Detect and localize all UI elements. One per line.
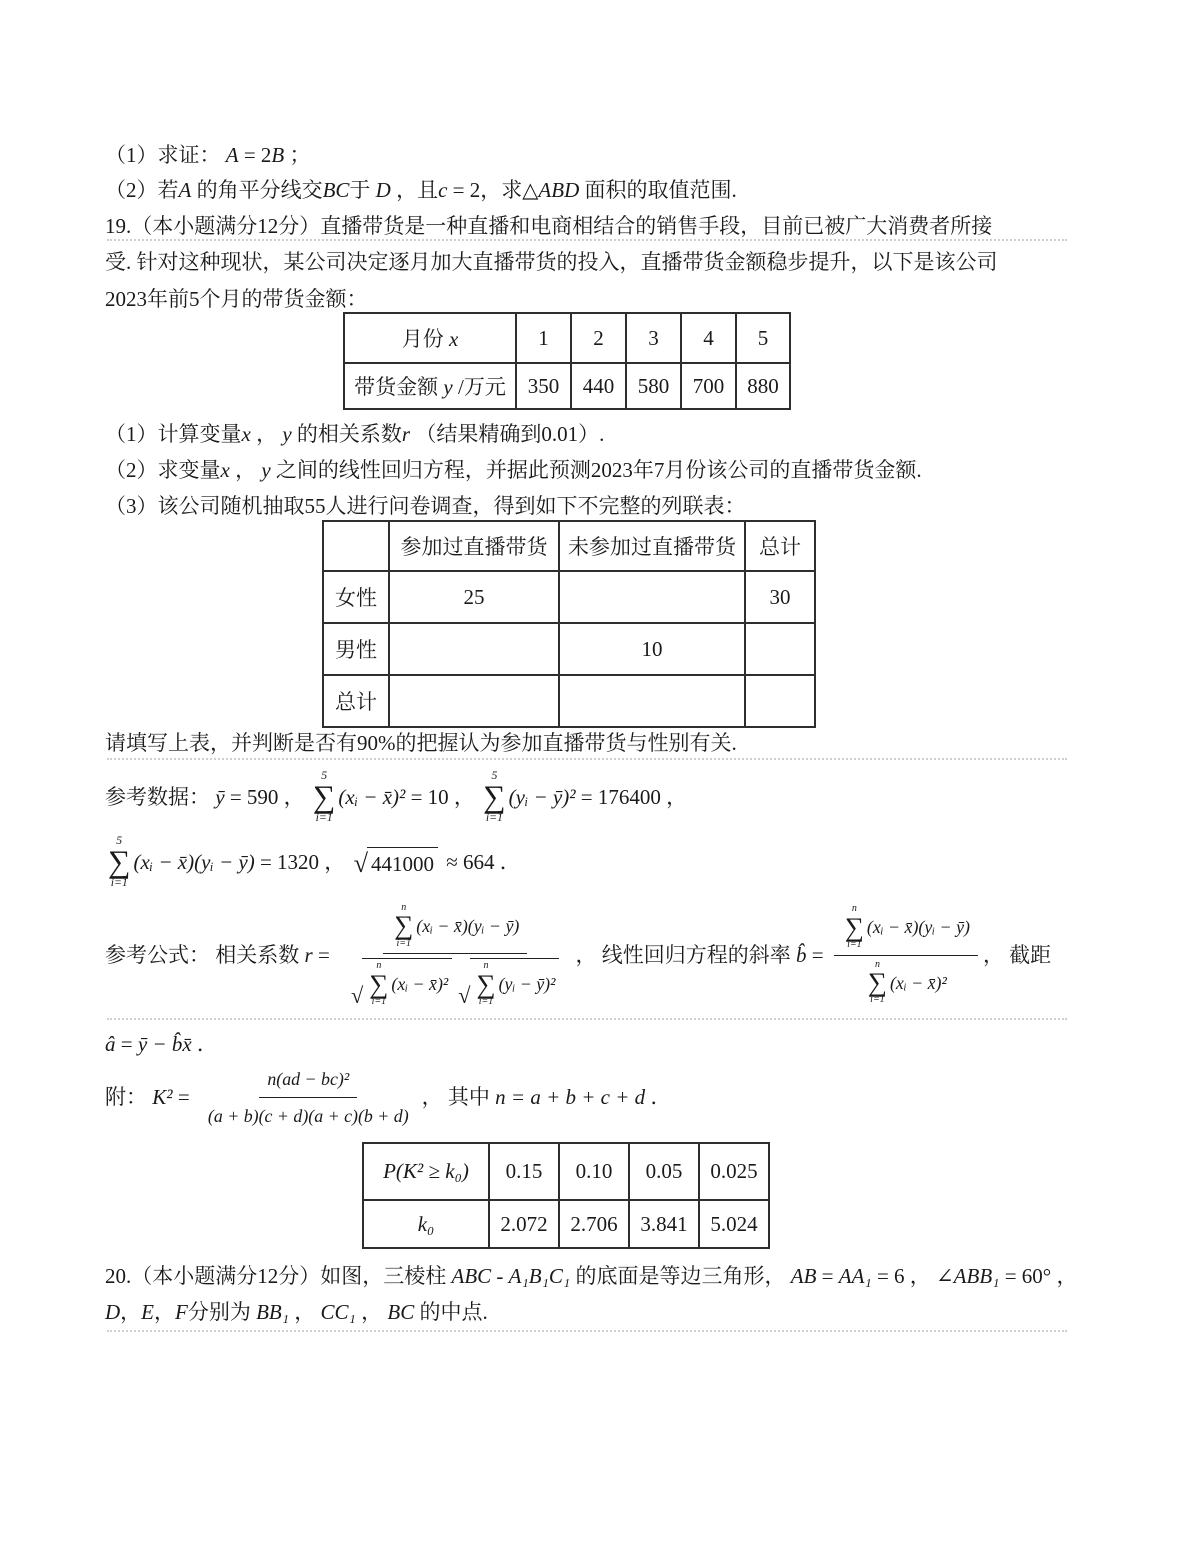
table-cell: 5.024 <box>699 1200 769 1248</box>
dotted-separator <box>107 1330 1067 1332</box>
table-cell: 5 <box>736 313 790 363</box>
q19-part2-line: （2）求变量 x ， y 之间的线性回归方程，并据此预测2023年7月份该公司的直播带货金额. <box>105 458 922 482</box>
table-row <box>323 571 815 623</box>
table-cell: 25 <box>389 571 559 623</box>
table-cell <box>559 571 745 623</box>
table-cell: 2 <box>571 313 626 363</box>
q19-intro-line-3: 2023年前5个月的带货金额： <box>105 287 368 311</box>
table-cell: 3.841 <box>629 1200 699 1248</box>
q19-intro-line-2: 受. 针对这种现状，某公司决定逐月加大直播带货的投入，直播带货金额稳步提升，以下是该公司 <box>105 250 998 274</box>
table-cell: 未参加过直播带货 <box>559 521 745 571</box>
table-cell: 440 <box>571 363 626 409</box>
dotted-separator <box>107 1018 1067 1020</box>
q19-part1-line: （1）计算变量 x ， y 的相关系数 r （结果精确到0.01）. <box>105 422 605 446</box>
table-cell: 总计 <box>745 521 815 571</box>
table-row <box>323 623 815 675</box>
fill-table-note-line: 请填写上表，并判断是否有90%的把握认为参加直播带货与性别有关. <box>105 731 737 755</box>
q20-line-1: 20.（本小题满分12分）如图，三棱柱 ABC - A₁B₁C₁ 的底面是等边三角形， AB = AA₁ = 6 ， ∠ ABB₁ = 60° ， <box>105 1264 1078 1288</box>
table-cell: k₀ <box>363 1200 489 1248</box>
q18-part1-line: （1）求证： A = 2 B ； <box>105 143 311 167</box>
reference-data-line-2: 5 ∑ i=1 (xᵢ − x̄)(yᵢ − ȳ) = 1320 ， √ 441000 ≈ 664 ． <box>108 833 521 889</box>
table-cell: 880 <box>736 363 790 409</box>
table-row <box>323 675 815 727</box>
table-cell: 月份 x <box>344 313 516 363</box>
table-cell: 1 <box>516 313 571 363</box>
table-cell: 10 <box>559 623 745 675</box>
table-row <box>344 313 790 363</box>
table-cell <box>323 521 389 571</box>
table-cell: 参加过直播带货 <box>389 521 559 571</box>
table-row <box>363 1200 769 1248</box>
table-cell: 2.706 <box>559 1200 629 1248</box>
q20-line-2: D ， E ， F 分别为 BB₁ ， CC₁ ， BC 的中点. <box>105 1300 488 1324</box>
monthly-sales-table <box>343 312 791 410</box>
table-cell: 30 <box>745 571 815 623</box>
table-cell: 0.15 <box>489 1143 559 1200</box>
q19-part3-line: （3）该公司随机抽取55人进行问卷调查，得到如下不完整的列联表： <box>105 494 746 518</box>
k-squared-formula-line: 附： K² = $\frac{\text{n(ad − bc)²}}{(a + b)(c + d)(a + c)(b + d)}$ ， 其中 n = a + b + c + d ． <box>105 1063 1075 1131</box>
table-cell: 总计 <box>323 675 389 727</box>
table-cell: P(K² ≥ k₀) <box>363 1143 489 1200</box>
table-row <box>323 521 815 571</box>
contingency-table <box>322 520 816 728</box>
table-row <box>344 363 790 409</box>
table-cell: 女性 <box>323 571 389 623</box>
critical-value-table <box>362 1142 770 1249</box>
table-cell: 0.025 <box>699 1143 769 1200</box>
q18-part2-line: （2）若 A 的角平分线交 BC 于 D ，且 c = 2，求△ ABD 面积的取值范围. <box>105 178 737 202</box>
reference-formula-line: 参考公式： 相关系数 r = n ∑ i=1 (xᵢ − x̄)(yᵢ − ȳ) √ n ∑ i=1 (xᵢ − x̄)² √ n ∑ i=1 (yᵢ − ȳ)² ， 线性回归方程的斜率 b̂ = n ∑ i=1 (xᵢ − x̄)(yᵢ − ȳ) n ∑ i=1 (xᵢ − x̄)² ， 截距 <box>105 901 1052 1009</box>
intercept-formula-line: â = ȳ − b̂x̄ ． <box>105 1032 218 1056</box>
table-cell <box>389 623 559 675</box>
q19-intro-line-1: 19.（本小题满分12分）直播带货是一种直播和电商相结合的销售手段，目前已被广大消费者所接 <box>105 214 993 238</box>
table-cell <box>389 675 559 727</box>
table-cell: 700 <box>681 363 736 409</box>
table-cell: 3 <box>626 313 681 363</box>
table-cell: 0.10 <box>559 1143 629 1200</box>
table-cell: 4 <box>681 313 736 363</box>
table-row <box>363 1143 769 1200</box>
table-cell <box>559 675 745 727</box>
table-cell: 350 <box>516 363 571 409</box>
table-cell: 男性 <box>323 623 389 675</box>
table-cell: 580 <box>626 363 681 409</box>
table-cell: 0.05 <box>629 1143 699 1200</box>
table-cell <box>745 623 815 675</box>
dotted-separator <box>107 758 1067 760</box>
table-cell: 2.072 <box>489 1200 559 1248</box>
table-cell <box>745 675 815 727</box>
dotted-separator <box>107 239 1067 241</box>
reference-data-line-1: 参考数据： ȳ = 590 ， 5 ∑ i=1 (xᵢ − x̄)² = 10 ， 5 ∑ i=1 (yᵢ − ȳ)² = 176400 ， <box>105 768 688 824</box>
table-cell: 带货金额 y /万元 <box>344 363 516 409</box>
